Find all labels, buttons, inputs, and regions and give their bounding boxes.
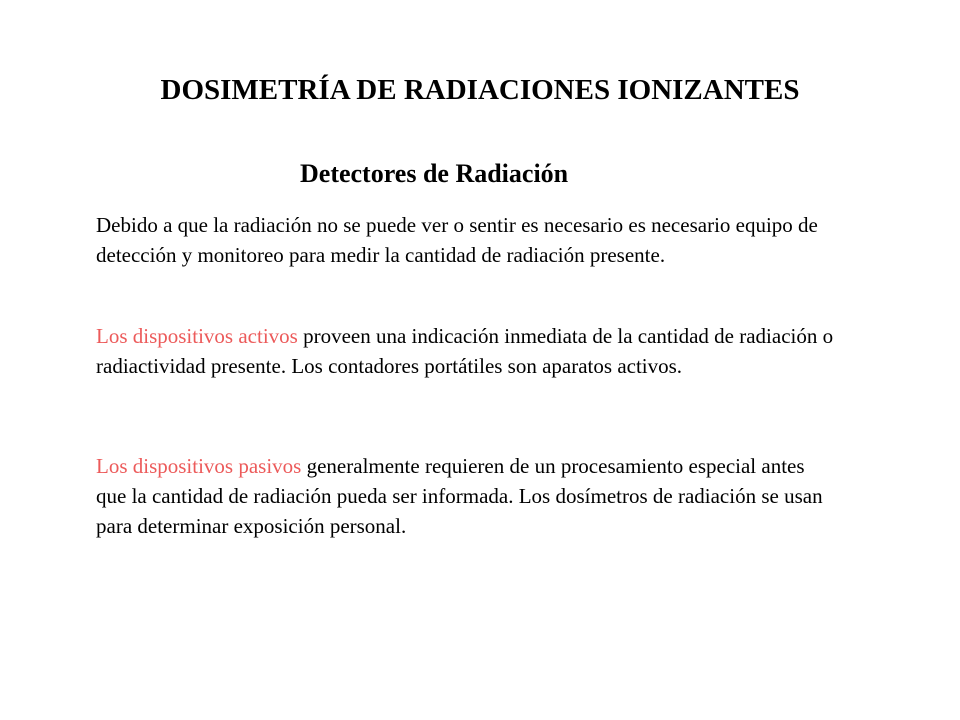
- passive-devices-text: generalmente requieren de un procesamiento especial antes que la cantidad de radiación pueda ser informada. Los dosímetros de radiación se usan para determinar exposición personal.: [96, 454, 823, 538]
- active-devices-highlight: Los dispositivos activos: [96, 324, 298, 348]
- section-subtitle: Detectores de Radiación: [300, 159, 569, 188]
- slide-title: DOSIMETRÍA DE RADIACIONES IONIZANTES: [160, 74, 800, 106]
- passive-devices-paragraph: [96, 451, 836, 541]
- active-devices-text: proveen una indicación inmediata de la cantidad de radiación o radiactividad presente. Los contadores portátiles son aparatos activos.: [96, 324, 834, 378]
- passive-devices-highlight: Los dispositivos pasivos: [96, 454, 302, 478]
- active-devices-paragraph: [96, 321, 836, 381]
- intro-paragraph: Debido a que la radiación no se puede ver o sentir es necesario es necesario equipo de detección y monitoreo para medir la cantidad de radiación presente.: [96, 213, 818, 267]
